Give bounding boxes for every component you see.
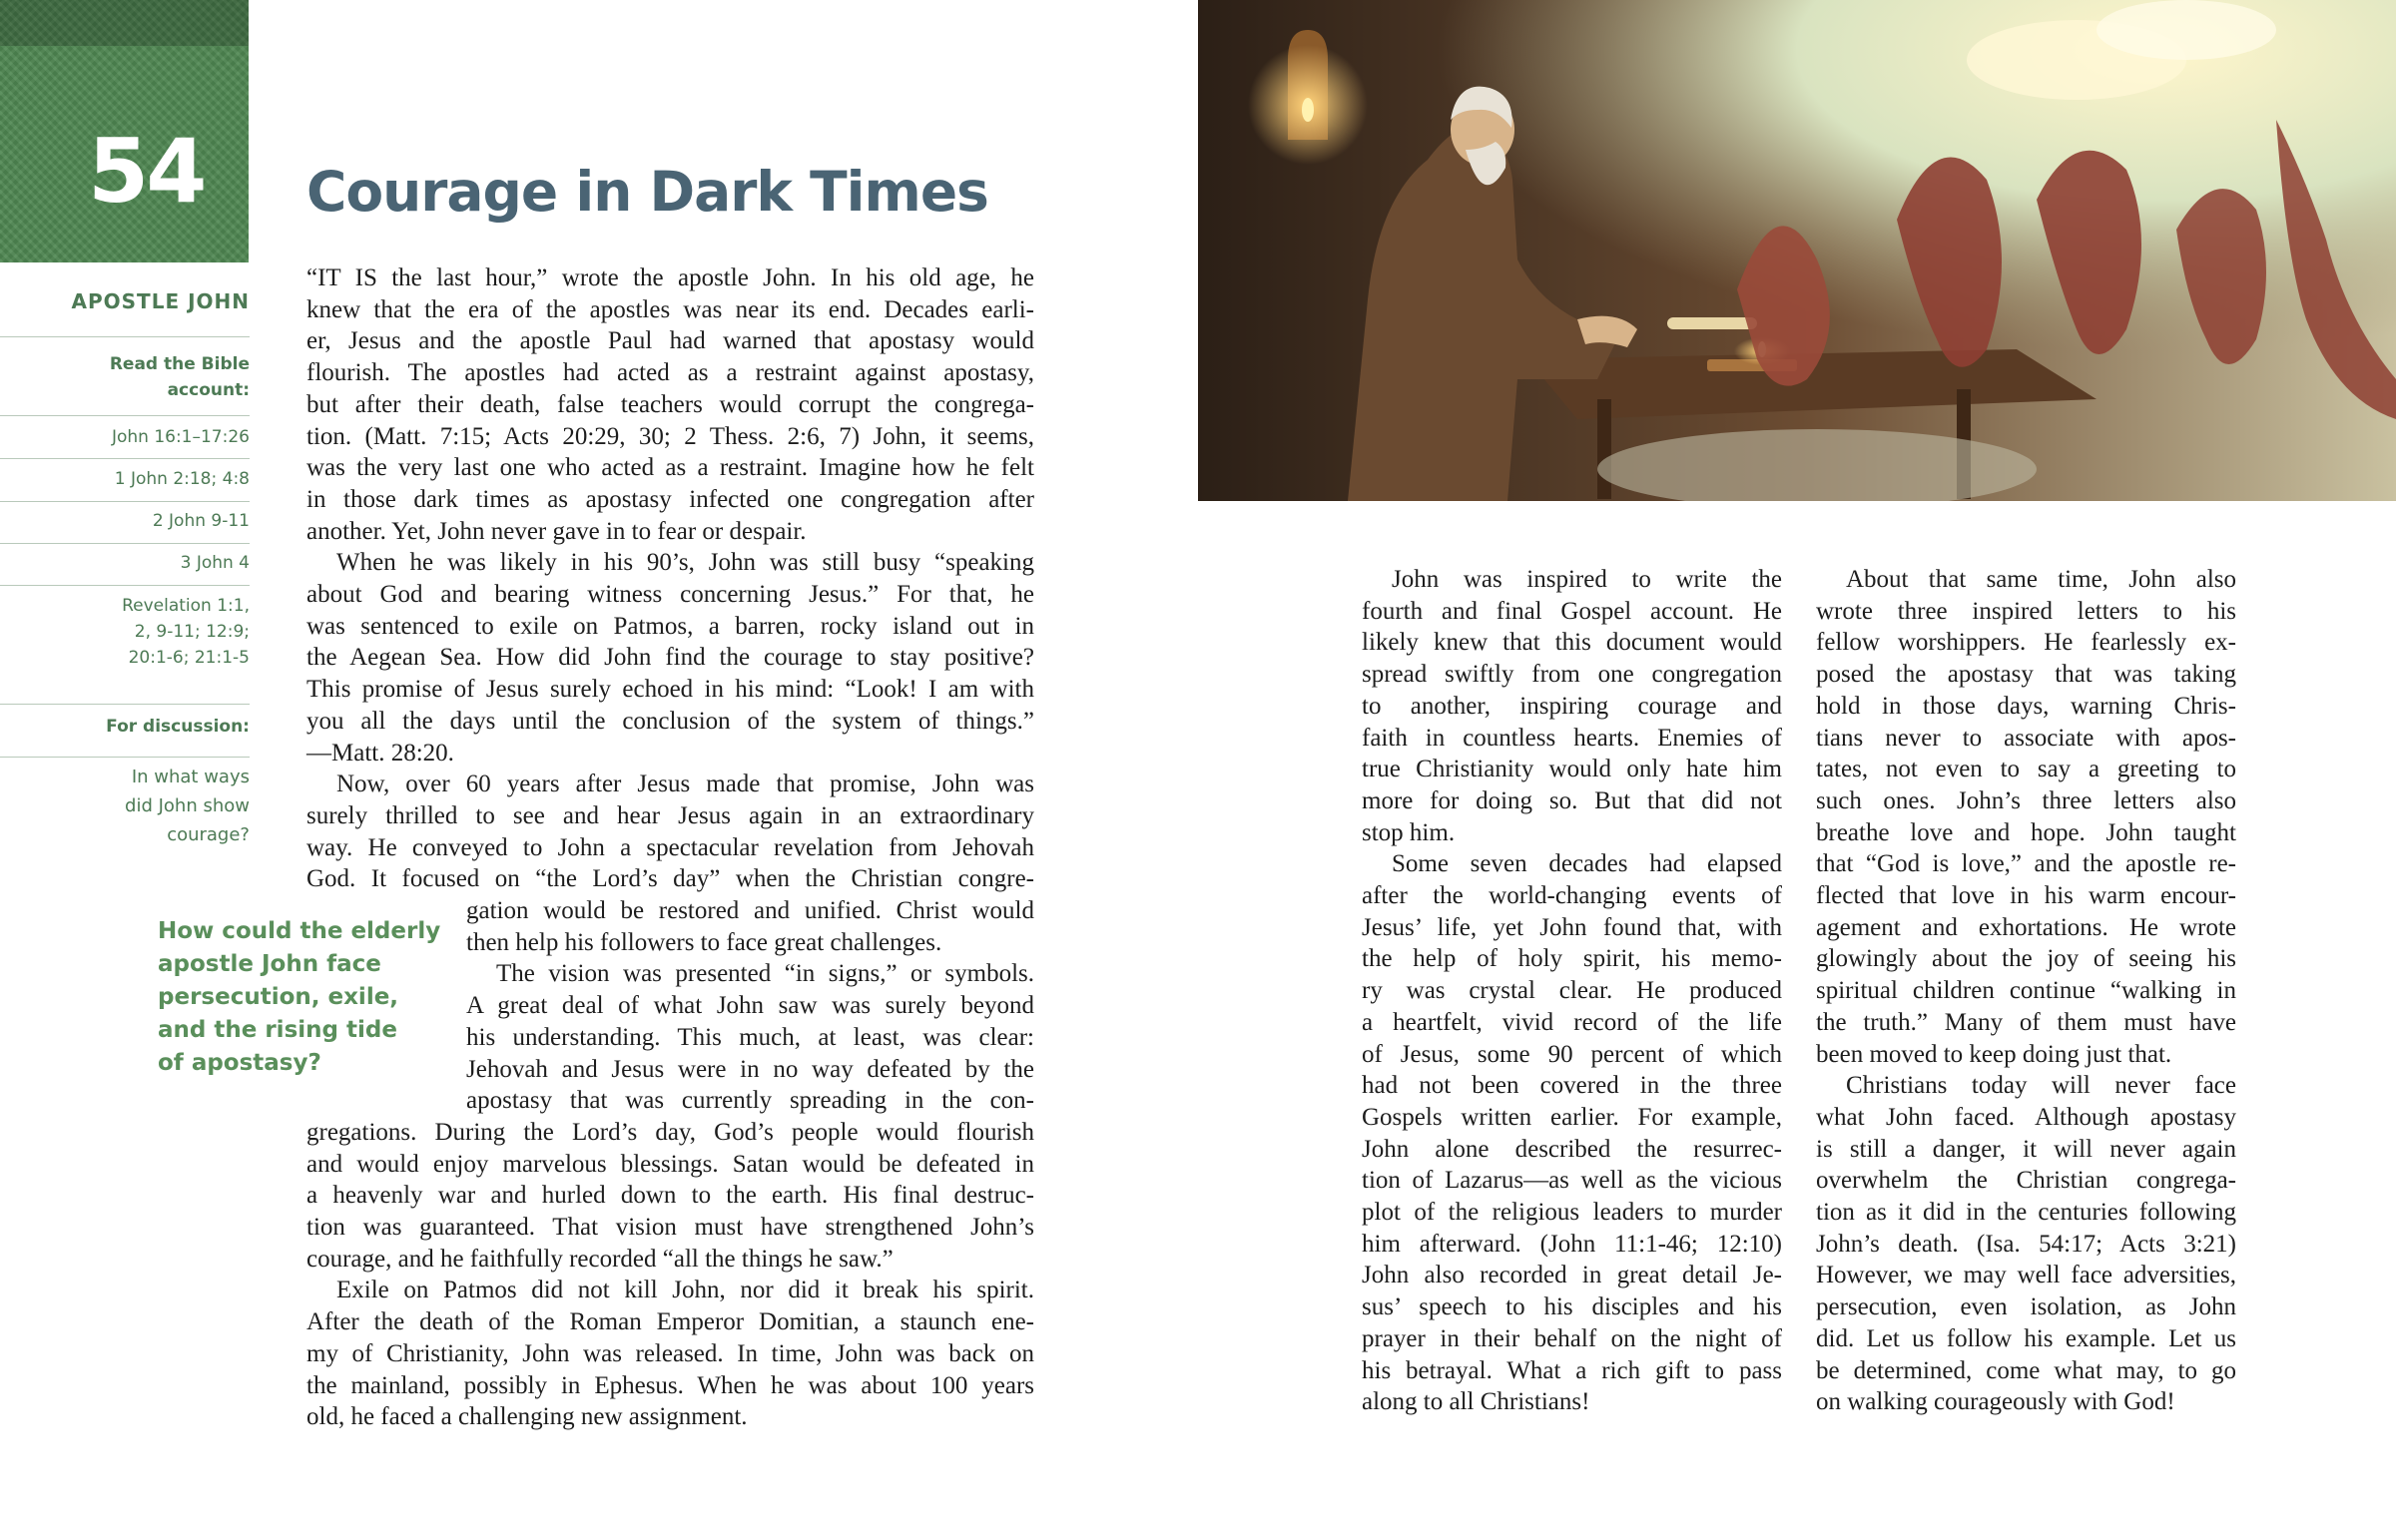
body-text-line: another. Yet, John never gave in to fear or despair. (306, 517, 807, 545)
body-text-line: that “God is love,” and the apostle re- (1816, 850, 2236, 878)
chapter-number: 54 (88, 120, 205, 223)
read-bible-label: Read the Bible account: (109, 354, 250, 400)
body-text-line: but after their death, false teachers would corrupt the congrega- (306, 390, 1034, 418)
body-text-line: him afterward. (John 11:1-46; 12:10) (1362, 1230, 1782, 1258)
sidebar-divider (0, 543, 250, 544)
body-text-line: spread swiftly from one congregation (1362, 661, 1782, 689)
body-text-line: gation would be restored and unified. Christ would (466, 897, 1034, 924)
body-text-line: agement and exhortations. He wrote (1816, 913, 2236, 941)
body-text-line: ry was crystal clear. He produced (1362, 977, 1782, 1005)
body-text-line: A great deal of what John saw was surely beyond (466, 992, 1034, 1020)
body-text-line: old, he faced a challenging new assignment. (306, 1403, 748, 1431)
body-text-line: after the world-changing events of (1362, 882, 1782, 909)
body-text-line: After the death of the Roman Emperor Domitian, a staunch ene- (306, 1308, 1034, 1336)
body-text-line: then help his followers to face great challenges. (466, 928, 942, 956)
body-text-line: hold in those days, warning Chris- (1816, 692, 2236, 720)
body-text-line: er, Jesus and the apostle Paul had warned that apostasy would (306, 327, 1034, 355)
body-text-line: a heavenly war and hurled down to the earth. His final destruc- (306, 1182, 1034, 1210)
body-text-line: faith in countless hearts. Enemies of (1362, 724, 1782, 752)
body-text-line: true Christianity would only hate him (1362, 756, 1782, 783)
body-text-line: John alone described the resurrec- (1362, 1135, 1782, 1163)
body-text-line: John was inspired to write the (1392, 566, 1782, 593)
body-text-line: plot of the religious leaders to murder (1362, 1199, 1782, 1226)
scripture-reference: Revelation 1:1, 2, 9-11; 12:9; 20:1-6; 21:1-5 (122, 596, 250, 668)
body-text-line: This promise of Jesus surely echoed in his mind: “Look! I am with (306, 676, 1034, 704)
body-text-line: glowingly about the joy of seeing his (1816, 945, 2236, 973)
body-text-line: my of Christianity, John was released. In time, John was back on (306, 1339, 1034, 1367)
sidebar-divider (0, 585, 250, 586)
body-text-line: be determined, come what may, to go (1816, 1356, 2236, 1384)
discussion-question: In what ways did John show courage? (125, 767, 250, 845)
body-text-line: tates, not even to say a greeting to (1816, 756, 2236, 783)
body-text-line: the help of holy spirit, his memo- (1362, 945, 1782, 973)
body-text-line: been moved to keep doing just that. (1816, 1040, 2172, 1068)
page-title: Courage in Dark Times (306, 160, 988, 224)
scripture-reference: John 16:1–17:26 (111, 427, 250, 447)
body-text-line: Jesus’ life, yet John found that, with (1362, 913, 1782, 941)
body-text-line: in those dark times as apostasy infected one congregation after (306, 485, 1034, 513)
body-text-line: and would enjoy marvelous blessings. Satan would be defeated in (306, 1150, 1034, 1178)
body-text-line: About that same time, John also (1846, 566, 2236, 593)
body-text-line: When he was likely in his 90’s, John was still busy “speaking (336, 549, 1034, 577)
sidebar-divider (0, 415, 250, 416)
body-text-line: tians never to associate with apos- (1816, 724, 2236, 752)
body-text-line: was sentenced to exile on Patmos, a barren, rocky island out in (306, 612, 1034, 640)
body-text-line: is still a danger, it will never again (1816, 1135, 2236, 1163)
scripture-reference: 2 John 9-11 (152, 511, 250, 531)
body-text-line: did. Let us follow his example. Let us (1816, 1324, 2236, 1352)
body-text-line: flected that love in his warm encour- (1816, 882, 2236, 909)
chapter-number-block (0, 0, 249, 262)
body-text-line: However, we may well face adversities, (1816, 1262, 2236, 1289)
scripture-reference: 3 John 4 (180, 553, 250, 573)
body-text-line: you all the days until the conclusion of the system of things.” (306, 707, 1034, 735)
body-text-line: breathe love and hope. John taught (1816, 818, 2236, 846)
body-text-line: courage, and he faithfully recorded “all the things he saw.” (306, 1245, 894, 1273)
body-text-line: posed the apostasy that was taking (1816, 661, 2236, 689)
elderly-john-writing-illustration (1198, 0, 2396, 501)
body-text-line: Gospels written earlier. For example, (1362, 1103, 1782, 1131)
body-text-line: The vision was presented “in signs,” or symbols. (496, 960, 1034, 988)
body-text-line: fourth and final Gospel account. He (1362, 597, 1782, 625)
body-text-line: gregations. During the Lord’s day, God’s people would flourish (306, 1118, 1034, 1146)
body-text-line: fellow worshippers. He fearlessly ex- (1816, 629, 2236, 657)
body-text-line: to another, inspiring courage and (1362, 692, 1782, 720)
body-text-line: sus’ speech to his disciples and his (1362, 1293, 1782, 1321)
sidebar-heading: APOSTLE JOHN (71, 289, 250, 313)
body-text-line: apostasy that was currently spreading in the con- (466, 1087, 1034, 1115)
body-text-line: —Matt. 28:20. (306, 739, 454, 767)
body-text-line: surely thrilled to see and hear Jesus again in an extraordinary (306, 801, 1034, 829)
body-text-line: overwhelm the Christian congrega- (1816, 1167, 2236, 1195)
body-text-line: Now, over 60 years after Jesus made that promise, John was (336, 770, 1034, 798)
body-text-line: what John faced. Although apostasy (1816, 1103, 2236, 1131)
body-text-line: along to all Christians! (1362, 1388, 1590, 1416)
body-text-line: Christians today will never face (1846, 1072, 2236, 1100)
body-text-line: his betrayal. What a rich gift to pass (1362, 1356, 1782, 1384)
body-text-line: tion of Lazarus—as well as the vicious (1362, 1167, 1782, 1195)
body-text-line: about God and bearing witness concerning Jesus.” For that, he (306, 581, 1034, 608)
body-text-line: of Jesus, some 90 percent of which (1362, 1040, 1782, 1068)
body-text-line: a heartfelt, vivid record of the life (1362, 1008, 1782, 1036)
body-text-line: on walking courageously with God! (1816, 1388, 2175, 1416)
sidebar-divider (0, 336, 250, 337)
body-text-line: such ones. John’s three letters also (1816, 786, 2236, 814)
body-text-line: way. He conveyed to John a spectacular revelation from Jehovah (306, 833, 1034, 861)
body-text-line: spiritual children continue “walking in (1816, 977, 2236, 1005)
sidebar-divider (0, 757, 250, 758)
body-text-line: persecution, even isolation, as John (1816, 1293, 2236, 1321)
body-text-line: John’s death. (Isa. 54:17; Acts 3:21) (1816, 1230, 2236, 1258)
discussion-label: For discussion: (106, 717, 250, 737)
sidebar-divider (0, 704, 250, 705)
body-text-line: John also recorded in great detail Je- (1362, 1262, 1782, 1289)
body-text-line: likely knew that this document would (1362, 629, 1782, 657)
body-text-line: more for doing so. But that did not (1362, 786, 1782, 814)
body-text-line: Some seven decades had elapsed (1392, 850, 1782, 878)
body-text-line: was the very last one who acted as a restraint. Imagine how he felt (306, 454, 1034, 482)
body-text-line: Jehovah and Jesus were in no way defeated by the (466, 1055, 1034, 1083)
body-text-line: had not been covered in the three (1362, 1072, 1782, 1100)
body-text-line: stop him. (1362, 818, 1456, 846)
body-text-line: the Aegean Sea. How did John find the courage to stay positive? (306, 644, 1034, 672)
body-text-line: “IT IS the last hour,” wrote the apostle John. In his old age, he (306, 264, 1034, 291)
body-text-line: the mainland, possibly in Ephesus. When he was about 100 years (306, 1371, 1034, 1399)
sidebar-divider (0, 458, 250, 459)
body-text-line: Exile on Patmos did not kill John, nor did it break his spirit. (336, 1277, 1034, 1304)
body-text-line: his understanding. This much, at least, was clear: (466, 1023, 1034, 1051)
body-text-line: the truth.” Many of them must have (1816, 1008, 2236, 1036)
pull-question: How could the elderly apostle John face persecution, exile, and the rising tide of apostasy? (158, 918, 441, 1076)
body-text-line: tion. (Matt. 7:15; Acts 20:29, 30; 2 Thess. 2:6, 7) John, it seems, (306, 422, 1034, 450)
scripture-reference: 1 John 2:18; 4:8 (114, 469, 250, 489)
body-text-line: God. It focused on “the Lord’s day” when the Christian congre- (306, 865, 1034, 893)
body-text-line: prayer in their behalf on the night of (1362, 1324, 1782, 1352)
body-text-line: tion as it did in the centuries following (1816, 1199, 2236, 1226)
body-text-line: tion was guaranteed. That vision must have strengthened John’s (306, 1214, 1034, 1241)
body-text-line: knew that the era of the apostles was near its end. Decades earli- (306, 295, 1034, 323)
body-text-line: wrote three inspired letters to his (1816, 597, 2236, 625)
body-text-line: flourish. The apostles had acted as a restraint against apostasy, (306, 359, 1034, 387)
sidebar-divider (0, 501, 250, 502)
